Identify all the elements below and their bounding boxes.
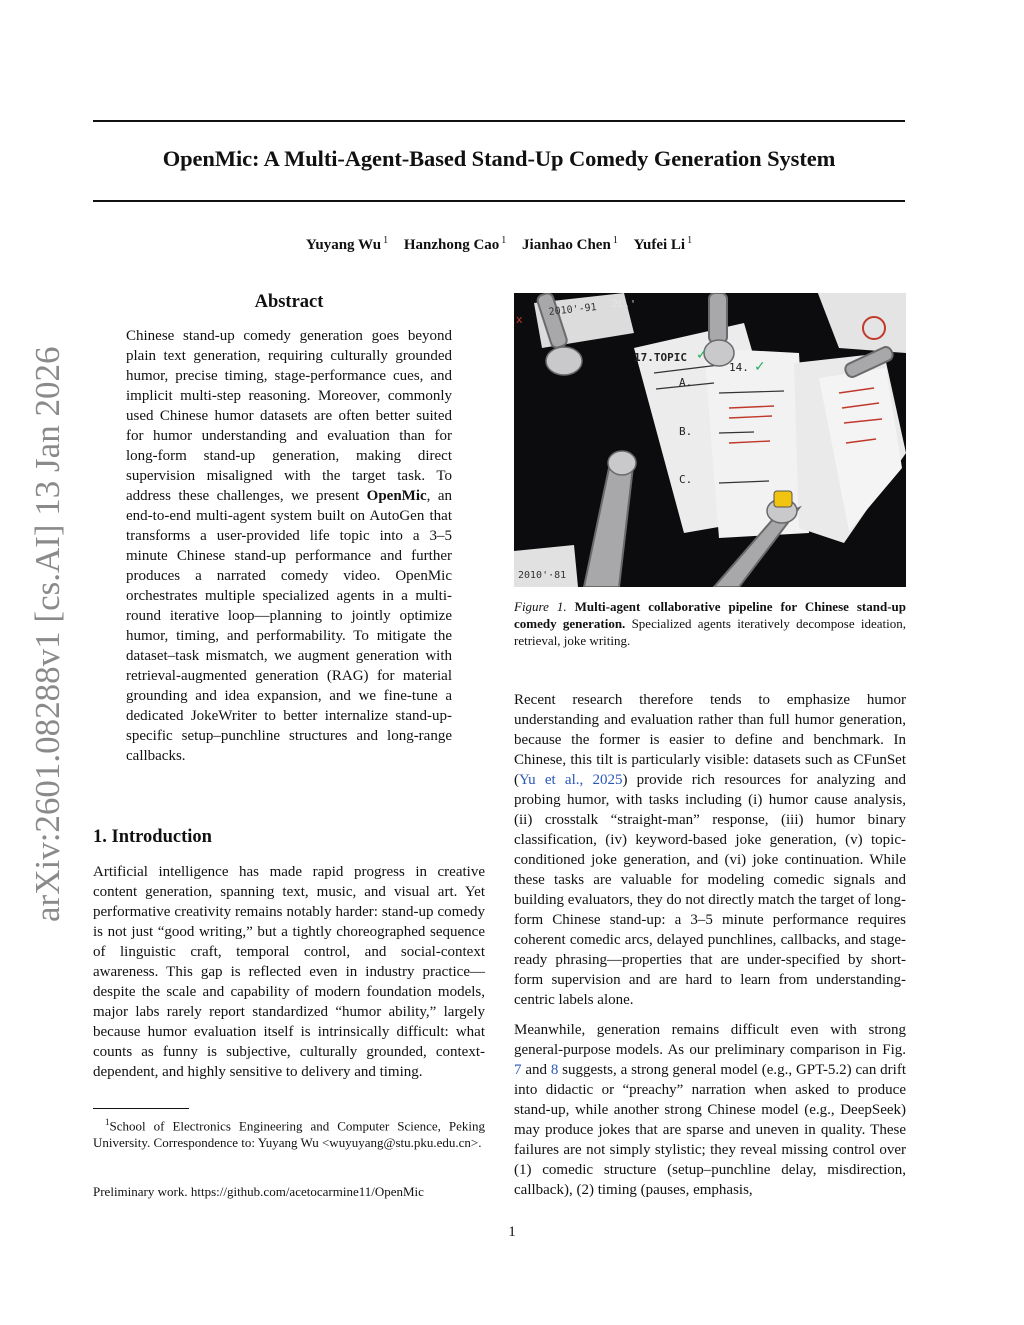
figure-number-label: 14. xyxy=(729,361,749,374)
cross-icon: x xyxy=(516,313,523,326)
right-column-paragraph-2 xyxy=(514,1020,906,1200)
author-name: Jianhao Chen xyxy=(522,237,611,253)
abstract-text-part-1: Chinese stand-up comedy generation goes beyond plain text generation, requiring culturally grounded humor, precise timing, stage-performance cues, and implicit multi-step reasoning. Moreover, commonly used Chinese humor datasets are often better suited for humor understanding and evaluation than for long-form stand-up generation, making direct supervision misaligned with the target task. To address these challenges, we present xyxy=(126,328,452,504)
right-column-paragraph-1 xyxy=(514,690,906,1010)
paragraph-text: Recent research therefore tends to emphasize humor understanding and evaluation rather than full humor generation, because the former is easier to define and benchmark. In Chinese, this tilt is particularly visible: datasets such as CFunSet ( xyxy=(514,692,906,788)
introduction-paragraph: Artificial intelligence has made rapid progress in creative content generation, spanning text, music, and visual art. Yet performative creativity remains notably harder: stand-up comedy is not just “good writing,” but a tightly choreographed sequence of linguistic craft, temporal control, and social-context awareness. This gap is reflected even in industry practice—despite the scale and capability of modern foundation models, major labs rarely report standardized “humor ability,” largely because humor evaluation itself is intrinsically difficult: what counts as funny is subjective, culturally grounded, context-dependent, and highly sensitive to delivery and timing. xyxy=(93,864,485,1080)
paragraph-text: Meanwhile, generation remains difficult even with strong general-purpose models. As our preliminary comparison in Fig. xyxy=(514,1022,906,1058)
arxiv-side-stamp: arXiv:2601.08288v1 [cs.AI] 13 Jan 2026 xyxy=(28,346,67,922)
abstract-heading: Abstract xyxy=(254,292,324,312)
title-top-rule xyxy=(93,120,905,122)
system-name: OpenMic xyxy=(366,488,427,504)
figure-item-c: C. xyxy=(679,473,693,486)
figure-item-a: A. xyxy=(679,376,693,389)
figure-caption-text: Specialized agents iteratively decompose ideation, retrieval, joke writing. xyxy=(514,616,906,648)
affiliation-footnote xyxy=(93,1114,485,1151)
figure-1-image xyxy=(514,293,906,587)
check-icon: ✓ xyxy=(696,347,708,363)
figure-label: Figure 1. xyxy=(514,599,567,614)
affiliation-mark: 1 xyxy=(687,235,693,246)
page-number: 1 xyxy=(508,1224,516,1240)
figure-date-top: 2010'-91 xyxy=(548,302,598,318)
author-4 xyxy=(634,237,693,253)
citation-link[interactable]: Yu et al., 2025 xyxy=(519,772,623,788)
author-3 xyxy=(522,237,618,253)
affiliation-mark: 1 xyxy=(612,235,618,246)
robot-hands-illustration xyxy=(514,293,906,587)
figure-1-caption xyxy=(514,598,906,649)
affiliation-mark: 1 xyxy=(383,235,389,246)
section-heading-introduction: 1. Introduction xyxy=(93,827,212,847)
author-2 xyxy=(404,237,506,253)
footnote-text: School of Electronics Engineering and Computer Science, Peking University. Correspondence to: Yuyang Wu <wuyuyang@stu.pku.edu.cn>. xyxy=(93,1118,485,1151)
affiliation-mark: 1 xyxy=(501,235,507,246)
figure-date-bottom: 2010'·81 xyxy=(518,570,567,581)
abstract-text xyxy=(126,326,452,766)
figure-item-b: B. xyxy=(679,425,693,438)
author-1 xyxy=(306,237,388,253)
figure-topic-label: 17.TOPIC xyxy=(634,351,687,364)
footnote-marker: 1 xyxy=(105,1117,110,1127)
figure-ref-link[interactable]: 8 xyxy=(550,1062,559,1078)
figure-caption-bold: Multi-agent collaborative pipeline for Chinese stand-up comedy generation. xyxy=(514,599,907,631)
paragraph-text: and xyxy=(521,1062,551,1078)
figure-ref-link[interactable]: 7 xyxy=(514,1062,522,1078)
footnote-rule xyxy=(93,1108,189,1109)
author-name: Yuyang Wu xyxy=(305,237,382,253)
check-icon: ✓ xyxy=(754,359,766,375)
paper-title: OpenMic: A Multi-Agent-Based Stand-Up Comedy Generation System xyxy=(162,146,836,171)
abstract-text-part-2: , an end-to-end multi-agent system built on AutoGen that transforms a user-provided life topic into a 3–5 minute Chinese stand-up performance and further produces a narrated comedy video. OpenMic orchestrates multiple specialized agents in a multi-round iterative loop—planning to jointly optimize humor, timing, and performability. To mitigate the dataset–task mismatch, we augment generation with retrieval-augmented generation (RAG) for material grounding and idea expansion, and we fine-tune a dedicated JokeWriter to better internalize stand-up-specific setup–punchline structures and long-range callbacks. xyxy=(126,488,452,764)
author-name: Yufei Li xyxy=(633,237,686,253)
author-name: Hanzhong Cao xyxy=(403,237,500,253)
author-list xyxy=(93,235,905,254)
title-bottom-rule xyxy=(93,200,905,202)
figure-corner-code: 2C.' xyxy=(612,299,637,310)
paragraph-text: ) provide rich resources for analyzing and probing humor, with tasks including (i) humor cause analysis, (ii) crosstalk “straight-man” response, (iii) humor binary classification, (iv) keyword-based joke generation, (v) topic-conditioned joke generation, and (vi) joke continuation. While these tasks are valuable for modeling comedic signals and building evaluators, they do not directly match the target of long-form Chinese stand-up: a 3–5 minute performance requires coherent comedic arcs, delayed punchlines, callbacks, and stage-ready phrasing—properties that are under-specified by short-form supervision and are hard to learn from understanding-centric labels alone. xyxy=(514,772,906,1008)
preliminary-note: Preliminary work. https://github.com/acetocarmine11/OpenMic xyxy=(93,1184,424,1199)
paragraph-text: suggests, a strong general model (e.g., GPT-5.2) can drift into didactic or “preachy” narration when asked to produce stand-up, while another strong Chinese model (e.g., DeepSeek) may produce jokes that are sparse and uneven in quality. These failures are not simply stylistic; they reveal missing control over (1) comedic structure (setup–punchline delay, misdirection, callback), (2) timing (pauses, emphasis, xyxy=(514,1062,906,1198)
